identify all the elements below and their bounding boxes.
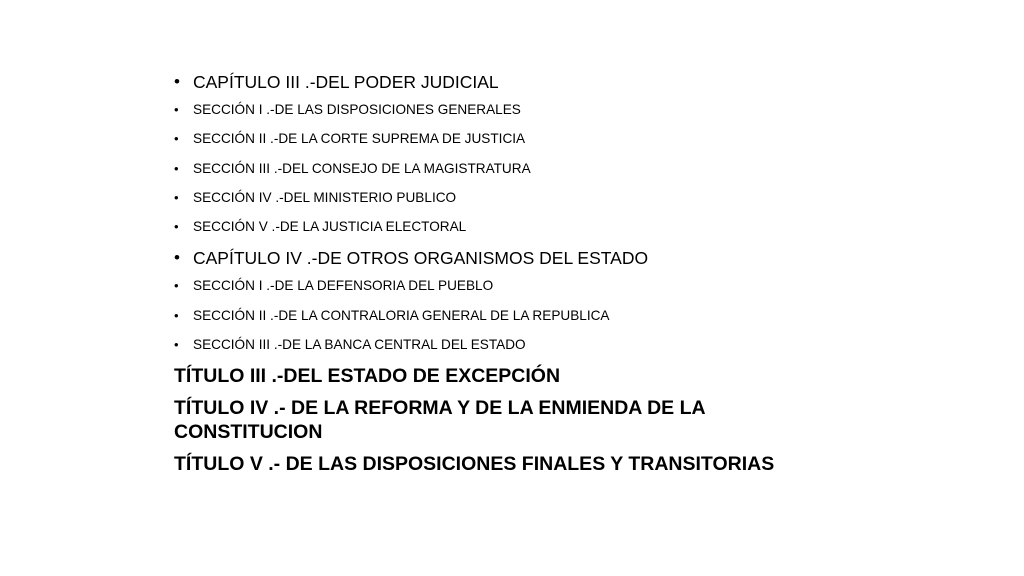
section-label: SECCIÓN III .-DE LA BANCA CENTRAL DEL ESTADO: [193, 337, 526, 353]
section-label: SECCIÓN I .-DE LAS DISPOSICIONES GENERALES: [193, 102, 521, 117]
title-item: [174, 452, 794, 476]
bullet: •: [174, 278, 179, 294]
chapter-3-section-item: [174, 100, 794, 120]
chapter-3-section-item: [174, 129, 794, 149]
bullet: •: [174, 102, 179, 117]
bullet: •: [174, 219, 179, 235]
section-label: SECCIÓN V .-DE LA JUSTICIA ELECTORAL: [193, 219, 467, 235]
chapter-3-label: CAPÍTULO III .-DEL PODER JUDICIAL: [193, 72, 499, 92]
bullet: •: [174, 131, 179, 147]
title-item: [174, 364, 794, 388]
chapter-4-label: CAPÍTULO IV .-DE OTROS ORGANISMOS DEL ESTADO: [193, 248, 649, 269]
section-label: SECCIÓN II .-DE LA CONTRALORIA GENERAL DE LA REPUBLICA: [193, 307, 610, 323]
chapter-3-section-item: [174, 159, 794, 179]
bullet: •: [174, 337, 179, 353]
chapter-4-section-item: [174, 306, 794, 326]
bullet: •: [174, 160, 179, 176]
bullet: •: [174, 189, 179, 205]
section-label: SECCIÓN IV .-DEL MINISTERIO PUBLICO: [193, 189, 457, 205]
chapter-4-item: [174, 246, 794, 270]
title-item: [174, 396, 794, 444]
chapter-3-item: [174, 70, 794, 94]
chapter-3-section-item: [174, 217, 794, 237]
section-label: SECCIÓN III .-DEL CONSEJO DE LA MAGISTRATURA: [193, 160, 531, 176]
chapter-3-section-item: [174, 188, 794, 208]
bullet: •: [174, 307, 179, 323]
title-label: TÍTULO IV .- DE LA REFORMA Y DE LA ENMIENDA DE LA CONSTITUCION: [174, 397, 705, 444]
bullet: •: [174, 248, 180, 268]
section-label: SECCIÓN II .-DE LA CORTE SUPREMA DE JUSTICIA: [193, 131, 526, 147]
outline-list: [174, 70, 794, 484]
bullet: •: [174, 72, 180, 91]
title-label: TÍTULO V .- DE LAS DISPOSICIONES FINALES Y TRANSITORIAS: [174, 453, 775, 476]
section-label: SECCIÓN I .-DE LA DEFENSORIA DEL PUEBLO: [193, 278, 494, 294]
chapter-4-section-item: [174, 335, 794, 355]
chapter-4-section-item: [174, 276, 794, 296]
title-label: TÍTULO III .-DEL ESTADO DE EXCEPCIÓN: [174, 365, 561, 388]
